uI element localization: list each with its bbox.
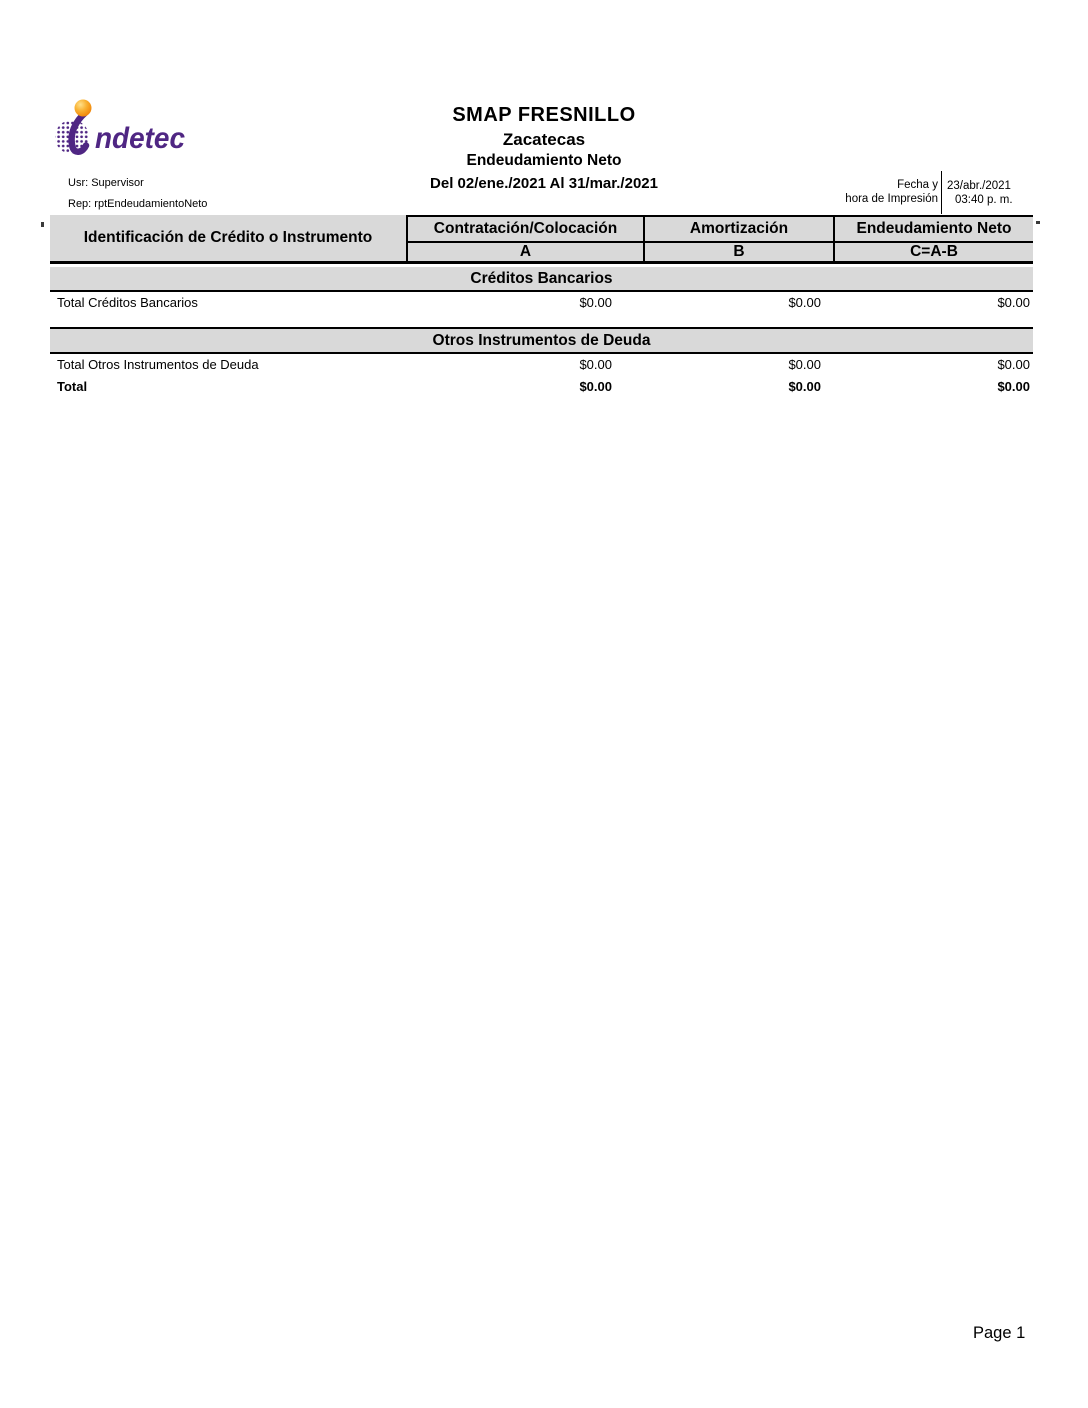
report-id-label: Rep: rptEndeudamientoNeto xyxy=(68,198,208,210)
print-datetime-label xyxy=(845,178,938,206)
col-header-identificacion: Identificación de Crédito o Instrumento xyxy=(83,229,373,246)
col-header-endeudamiento-label: Endeudamiento Neto xyxy=(835,217,1033,243)
row-value-c: $0.00 xyxy=(997,295,1030,310)
print-label-line2: hora de Impresión xyxy=(845,193,938,205)
clipped-text-artifact-right xyxy=(1036,221,1040,224)
row-value-a: $0.00 xyxy=(579,295,612,310)
table-row xyxy=(50,355,1033,375)
total-value-a: $0.00 xyxy=(579,379,612,394)
print-label-line1: Fecha y xyxy=(897,179,938,191)
print-divider-line xyxy=(941,171,942,214)
section-title-otros-instrumentos: Otros Instrumentos de Deuda xyxy=(50,327,1033,354)
total-label: Total xyxy=(57,379,88,394)
print-date: 23/abr./2021 xyxy=(947,180,1011,192)
row-value-b: $0.00 xyxy=(788,295,821,310)
col-header-amortizacion xyxy=(643,215,833,261)
page-number: Page 1 xyxy=(973,1324,1026,1342)
table-row xyxy=(50,293,1033,313)
total-value-b: $0.00 xyxy=(788,379,821,394)
logo-wordmark: ndetec xyxy=(95,122,186,155)
row-label: Total Otros Instrumentos de Deuda xyxy=(57,357,259,372)
row-value-a: $0.00 xyxy=(579,357,612,372)
col-header-contratacion xyxy=(406,215,643,261)
col-header-endeudamiento xyxy=(833,215,1033,261)
row-label: Total Créditos Bancarios xyxy=(57,295,198,310)
total-value-c: $0.00 xyxy=(997,379,1030,394)
table-header xyxy=(50,215,1033,264)
row-value-c: $0.00 xyxy=(997,357,1030,372)
entity-title: SMAP FRESNILLO xyxy=(452,104,636,126)
user-label: Usr: Supervisor xyxy=(68,177,144,189)
total-row xyxy=(50,377,1033,397)
entity-state: Zacatecas xyxy=(502,130,586,149)
col-header-amortizacion-sub: B xyxy=(733,243,745,260)
print-time: 03:40 p. m. xyxy=(955,194,1013,206)
report-period: Del 02/ene./2021 Al 31/mar./2021 xyxy=(430,175,658,192)
clipped-text-artifact-left xyxy=(41,222,44,227)
col-header-endeudamiento-sub: C=A-B xyxy=(910,243,958,260)
report-title: Endeudamiento Neto xyxy=(466,152,622,169)
col-header-contratacion-sub: A xyxy=(519,243,532,260)
col-header-contratacion-label: Contratación/Colocación xyxy=(408,217,643,243)
section-title-creditos-bancarios: Créditos Bancarios xyxy=(50,267,1033,292)
col-header-amortizacion-label: Amortización xyxy=(645,217,833,243)
row-value-b: $0.00 xyxy=(788,357,821,372)
